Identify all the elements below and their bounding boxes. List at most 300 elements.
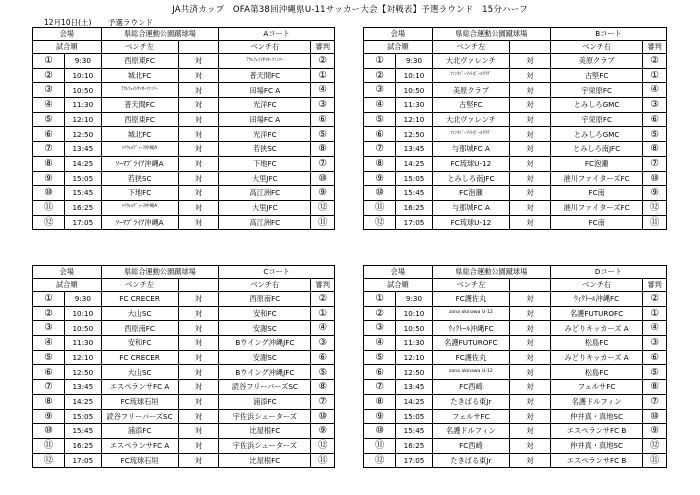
vs-mark: 対 — [510, 171, 551, 186]
kickoff-time: 9:30 — [65, 292, 101, 307]
bench-left-team: 大山SC — [101, 365, 178, 380]
table-row — [33, 365, 335, 380]
bench-left-team: たきばる東Jr — [432, 453, 509, 468]
court-b-table — [363, 27, 667, 230]
kickoff-time: 12:50 — [396, 127, 433, 142]
match-number: ③ — [33, 83, 65, 98]
referee-number: ⑤ — [311, 365, 335, 380]
bench-left-team: フェルサFC — [432, 409, 509, 424]
bench-right-team: 松島FC — [550, 336, 642, 351]
match-number: ④ — [33, 98, 65, 113]
match-number: ⑨ — [364, 171, 396, 186]
vs-mark: 対 — [510, 156, 551, 171]
referee-number: ⑩ — [311, 171, 335, 186]
bench-left-team: 普天間FC — [101, 98, 178, 113]
bench-left-team: 下地FC — [101, 186, 178, 201]
bench-left-team: 西原南FC — [101, 321, 178, 336]
referee-number: ④ — [643, 83, 667, 98]
match-number: ⑫ — [364, 453, 396, 468]
bench-left-team: FC琉球U-12 — [432, 156, 509, 171]
vs-mark: 対 — [510, 438, 551, 453]
referee-number: ⑧ — [643, 380, 667, 395]
bench-left-team: 浦添FC — [101, 424, 178, 439]
kickoff-time: 11:30 — [396, 98, 433, 113]
table-row — [364, 98, 667, 113]
referee-number: ⑧ — [311, 142, 335, 157]
match-number: ⑤ — [33, 112, 65, 127]
table-row — [33, 186, 335, 201]
kickoff-time: 10:10 — [396, 68, 433, 83]
bench-right-team: 松島FC — [550, 365, 642, 380]
table-row — [33, 350, 335, 365]
kickoff-time: 10:10 — [396, 306, 433, 321]
kickoff-time: 14:25 — [65, 394, 101, 409]
referee-number: ⑫ — [643, 438, 667, 453]
bench-left-team: ﾌｧﾝﾀｼﾞｰﾌｯﾄﾎﾞｰﾙｸﾗﾌﾞ — [432, 127, 509, 142]
vs-mark: 対 — [178, 424, 219, 439]
bench-left-team: 与那城FC A — [432, 200, 509, 215]
match-number: ⑪ — [33, 200, 65, 215]
table-row — [33, 424, 335, 439]
bench-right-team: 宇栄原FC — [550, 83, 642, 98]
table-row — [364, 350, 667, 365]
kickoff-time: 11:30 — [65, 336, 101, 351]
referee-number: ⑦ — [311, 394, 335, 409]
bench-right-team: ｱｸﾚﾌｪｲﾄｻｯｶｰﾌｧﾐﾘｰ — [219, 54, 311, 69]
kickoff-time: 9:30 — [65, 54, 101, 69]
match-number: ⑥ — [33, 127, 65, 142]
bench-right-team: とみしろGMC — [550, 98, 642, 113]
kickoff-time: 15:05 — [396, 409, 433, 424]
bench-right-team: 光洋FC — [219, 127, 311, 142]
bench-right-team: 田場FC A — [219, 83, 311, 98]
bench-left-team: ﾌｧﾝﾀｼﾞｰﾌｯﾄﾎﾞｰﾙｸﾗﾌﾞ — [432, 68, 509, 83]
bench-left-team: FC琉球U-12 — [432, 215, 509, 230]
match-number: ⑦ — [33, 142, 65, 157]
court-name: Dコート — [550, 266, 666, 279]
kickoff-time: 10:50 — [396, 321, 433, 336]
kickoff-time: 15:05 — [396, 171, 433, 186]
vs-mark: 対 — [510, 215, 551, 230]
referee-number: ⑫ — [643, 200, 667, 215]
vs-mark: 対 — [510, 98, 551, 113]
kickoff-time: 16:25 — [396, 200, 433, 215]
table-row — [364, 112, 667, 127]
bench-right-team: 普天間FC — [219, 68, 311, 83]
bench-right-header: ベンチ右 — [550, 41, 642, 54]
bench-right-team: 安和FC — [219, 306, 311, 321]
bench-left-team: FC護佐丸 — [432, 292, 509, 307]
match-number: ⑥ — [364, 127, 396, 142]
bench-left-team: 名護ドルフィン — [432, 424, 509, 439]
table-row — [33, 438, 335, 453]
match-number: ⑧ — [364, 394, 396, 409]
kickoff-time: 12:50 — [396, 365, 433, 380]
vs-header — [510, 41, 551, 54]
bench-right-team: FC泡瀬 — [550, 156, 642, 171]
bench-right-team: 仲井真・真地SC — [550, 409, 642, 424]
vs-mark: 対 — [510, 54, 551, 69]
match-number: ① — [33, 54, 65, 69]
match-number: ⑦ — [364, 142, 396, 157]
bench-right-team: 読谷フリーバーズSC — [219, 380, 311, 395]
table-row — [33, 394, 335, 409]
table-row — [33, 112, 335, 127]
table-row — [364, 171, 667, 186]
kickoff-time: 12:10 — [396, 112, 433, 127]
bench-left-team: 西原東FC — [101, 112, 178, 127]
bench-right-team: エスペランサFC B — [550, 453, 642, 468]
bench-left-team: 城北FC — [101, 68, 178, 83]
court-c-table — [32, 265, 335, 468]
bench-right-header: ベンチ右 — [219, 279, 311, 292]
referee-number: ③ — [311, 98, 335, 113]
vs-mark: 対 — [178, 321, 219, 336]
match-number: ⑫ — [364, 215, 396, 230]
bench-left-team: 与那城FC A — [432, 142, 509, 157]
kickoff-time: 14:25 — [396, 394, 433, 409]
table-row — [364, 292, 667, 307]
referee-number: ① — [311, 68, 335, 83]
referee-number: ④ — [311, 83, 335, 98]
table-row — [364, 68, 667, 83]
vs-mark: 対 — [178, 200, 219, 215]
referee-number: ③ — [643, 98, 667, 113]
table-row — [364, 83, 667, 98]
table-row — [33, 292, 335, 307]
bench-left-team: ｳｨｸﾄｰﾙ沖縄FC — [432, 321, 509, 336]
bench-right-team: 宇佐浜シューターズ — [219, 438, 311, 453]
bench-right-team: 比屋根FC — [219, 453, 311, 468]
match-number: ③ — [364, 321, 396, 336]
bench-left-team: zona okinawa U-12 — [432, 306, 509, 321]
match-number: ① — [33, 292, 65, 307]
match-number: ④ — [33, 336, 65, 351]
referee-header: 審判 — [643, 41, 667, 54]
match-number: ③ — [364, 83, 396, 98]
match-number: ⑪ — [33, 438, 65, 453]
match-number: ⑦ — [364, 380, 396, 395]
match-number: ⑤ — [33, 350, 65, 365]
match-number: ⑤ — [364, 350, 396, 365]
bench-right-team: FC南 — [550, 215, 642, 230]
referee-number: ⑪ — [311, 215, 335, 230]
court-d-table — [363, 265, 667, 468]
kickoff-time: 15:45 — [396, 424, 433, 439]
referee-number: ⑤ — [643, 127, 667, 142]
bench-left-team: 大北ヴァレンチ — [432, 54, 509, 69]
referee-header: 審判 — [311, 41, 335, 54]
vs-mark: 対 — [178, 292, 219, 307]
referee-number: ⑥ — [311, 350, 335, 365]
match-order-header: 試合順 — [364, 41, 433, 54]
bench-right-team: 比屋根FC — [219, 424, 311, 439]
kickoff-time: 12:10 — [65, 112, 101, 127]
kickoff-time: 10:50 — [65, 83, 101, 98]
vs-mark: 対 — [510, 380, 551, 395]
kickoff-time: 17:05 — [65, 215, 101, 230]
bench-right-header: ベンチ右 — [219, 41, 311, 54]
kickoff-time: 16:25 — [396, 438, 433, 453]
bench-left-team: 安和FC — [101, 336, 178, 351]
referee-number: ① — [311, 306, 335, 321]
vs-mark: 対 — [178, 438, 219, 453]
venue-name: 県総合運動公園蹴球場 — [432, 28, 550, 41]
bench-right-team: 高江洲FC — [219, 215, 311, 230]
match-number: ⑫ — [33, 453, 65, 468]
referee-number: ② — [311, 292, 335, 307]
vs-mark: 対 — [510, 336, 551, 351]
court-name: Cコート — [219, 266, 335, 279]
vs-header — [178, 41, 219, 54]
bench-left-team: FC西崎 — [432, 380, 509, 395]
court-name: Aコート — [219, 28, 335, 41]
match-number: ⑥ — [364, 365, 396, 380]
table-row — [33, 380, 335, 395]
table-row — [33, 409, 335, 424]
table-row — [33, 142, 335, 157]
table-row — [33, 127, 335, 142]
vs-mark: 対 — [510, 186, 551, 201]
bench-right-team: 高江洲FC — [219, 186, 311, 201]
vs-mark: 対 — [178, 306, 219, 321]
match-number: ⑧ — [33, 156, 65, 171]
kickoff-time: 11:30 — [65, 98, 101, 113]
match-number: ⑦ — [33, 380, 65, 395]
referee-number: ⑦ — [643, 394, 667, 409]
bench-right-team: 宇栄原FC — [550, 112, 642, 127]
table-row — [364, 54, 667, 69]
table-row — [364, 127, 667, 142]
kickoff-time: 16:25 — [65, 200, 101, 215]
referee-number: ⑩ — [643, 171, 667, 186]
kickoff-time: 13:45 — [65, 380, 101, 395]
referee-number: ⑩ — [311, 409, 335, 424]
referee-number: ⑤ — [311, 127, 335, 142]
vs-mark: 対 — [178, 365, 219, 380]
bench-right-team: 美原クラブ — [550, 54, 642, 69]
bench-left-team: ｱｸﾚﾌｪｲﾄｻｯｶｰﾌｧﾐﾘｰ — [101, 83, 178, 98]
vs-mark: 対 — [510, 68, 551, 83]
kickoff-time: 15:45 — [65, 186, 101, 201]
bench-left-team: zona okinawa U-12 — [432, 365, 509, 380]
kickoff-time: 16:25 — [65, 438, 101, 453]
kickoff-time: 10:10 — [65, 306, 101, 321]
vs-mark: 対 — [178, 409, 219, 424]
kickoff-time: 15:05 — [65, 171, 101, 186]
referee-number: ④ — [311, 321, 335, 336]
bench-right-team: 港川ファイターズFC — [550, 171, 642, 186]
bench-left-team: FC西崎 — [432, 438, 509, 453]
vs-mark: 対 — [178, 336, 219, 351]
bench-right-team: 大里JFC — [219, 171, 311, 186]
referee-number: ① — [643, 68, 667, 83]
bench-left-team: FC琉球石垣 — [101, 453, 178, 468]
referee-number: ⑨ — [311, 186, 335, 201]
bench-left-header: ベンチ左 — [101, 41, 178, 54]
bench-left-team: FC CRECER — [101, 292, 178, 307]
table-row — [364, 306, 667, 321]
vs-mark: 対 — [178, 394, 219, 409]
table-row — [33, 68, 335, 83]
bench-left-header: ベンチ左 — [432, 279, 509, 292]
bench-right-team: 名護FUTUROFC — [550, 306, 642, 321]
bench-left-header: ベンチ左 — [432, 41, 509, 54]
match-number: ⑪ — [364, 438, 396, 453]
date-label: 12月10日(土) — [44, 18, 92, 27]
vs-mark: 対 — [510, 365, 551, 380]
bench-left-team: FC CRECER — [101, 350, 178, 365]
bench-right-team: フェルサFC — [550, 380, 642, 395]
bench-right-team: 浦添FC — [219, 394, 311, 409]
kickoff-time: 15:05 — [65, 409, 101, 424]
table-row — [364, 142, 667, 157]
bench-right-team: Bウイング沖縄JFC — [219, 336, 311, 351]
table-row — [364, 394, 667, 409]
referee-header: 審判 — [311, 279, 335, 292]
table-row — [364, 453, 667, 468]
vs-mark: 対 — [510, 453, 551, 468]
kickoff-time: 12:50 — [65, 127, 101, 142]
kickoff-time: 13:45 — [396, 142, 433, 157]
kickoff-time: 13:45 — [65, 142, 101, 157]
bench-right-team: 名護ドルフィン — [550, 394, 642, 409]
referee-number: ② — [643, 292, 667, 307]
match-number: ⑩ — [33, 424, 65, 439]
referee-number: ⑪ — [311, 453, 335, 468]
match-number: ⑩ — [364, 424, 396, 439]
match-number: ⑨ — [33, 171, 65, 186]
table-row — [364, 438, 667, 453]
venue-label: 会場 — [33, 266, 102, 279]
referee-number: ⑥ — [643, 112, 667, 127]
kickoff-time: 10:10 — [65, 68, 101, 83]
match-number: ② — [33, 306, 65, 321]
bench-left-team: 若狭SC — [101, 171, 178, 186]
kickoff-time: 11:30 — [396, 336, 433, 351]
vs-mark: 対 — [510, 409, 551, 424]
referee-number: ⑥ — [643, 350, 667, 365]
bench-right-team: ｳｨｸﾄｰﾙ沖縄FC — [550, 292, 642, 307]
bench-left-team: 読谷フリーバーズSC — [101, 409, 178, 424]
referee-number: ② — [643, 54, 667, 69]
kickoff-time: 17:05 — [65, 453, 101, 468]
bench-right-team: 安謝SC — [219, 321, 311, 336]
bench-right-team: 宇佐浜シューターズ — [219, 409, 311, 424]
vs-mark: 対 — [510, 112, 551, 127]
match-number: ① — [364, 292, 396, 307]
kickoff-time: 10:50 — [65, 321, 101, 336]
table-row — [364, 424, 667, 439]
referee-number: ⑤ — [643, 365, 667, 380]
bench-right-team: 港川ファイターズFC — [550, 200, 642, 215]
table-row — [364, 321, 667, 336]
vs-mark: 対 — [510, 350, 551, 365]
kickoff-time: 15:45 — [396, 186, 433, 201]
venue-name: 県総合運動公園蹴球場 — [101, 28, 219, 41]
bench-right-team: 若狭SC — [219, 142, 311, 157]
vs-mark: 対 — [178, 142, 219, 157]
vs-mark: 対 — [178, 171, 219, 186]
referee-number: ④ — [643, 321, 667, 336]
venue-name: 県総合運動公園蹴球場 — [432, 266, 550, 279]
bench-left-team: 大北ヴァレンチ — [432, 112, 509, 127]
table-row — [33, 215, 335, 230]
bench-left-header: ベンチ左 — [101, 279, 178, 292]
bench-right-team: みどりキッカーズ A — [550, 350, 642, 365]
bench-left-team: エスペランサFC A — [101, 438, 178, 453]
referee-number: ③ — [643, 336, 667, 351]
match-number: ⑪ — [364, 200, 396, 215]
bench-left-team: 古堅FC — [432, 98, 509, 113]
table-row — [364, 365, 667, 380]
bench-left-team: エスペランサFC A — [101, 380, 178, 395]
referee-number: ⑧ — [311, 380, 335, 395]
table-row — [364, 200, 667, 215]
vs-header — [178, 279, 219, 292]
match-number: ② — [33, 68, 65, 83]
vs-mark: 対 — [510, 83, 551, 98]
table-row — [33, 306, 335, 321]
bench-right-team: 安謝SC — [219, 350, 311, 365]
vs-mark: 対 — [178, 83, 219, 98]
table-row — [364, 380, 667, 395]
bench-right-team: 下地FC — [219, 156, 311, 171]
match-number: ② — [364, 306, 396, 321]
match-number: ④ — [364, 336, 396, 351]
table-row — [33, 336, 335, 351]
bench-right-team: 西原南FC — [219, 292, 311, 307]
vs-mark: 対 — [510, 321, 551, 336]
bench-left-team: たきばる東Jr — [432, 394, 509, 409]
match-number: ② — [364, 68, 396, 83]
court-name: Bコート — [550, 28, 666, 41]
bench-left-team: ﾊﾘｳｪﾙﾃﾞｨｰﾗ沖縄A — [101, 200, 178, 215]
vs-mark: 対 — [178, 215, 219, 230]
bench-left-team: FC護佐丸 — [432, 350, 509, 365]
referee-number: ⑧ — [643, 142, 667, 157]
table-row — [33, 98, 335, 113]
vs-mark: 対 — [510, 306, 551, 321]
match-number: ⑨ — [33, 409, 65, 424]
table-row — [33, 200, 335, 215]
referee-number: ⑥ — [311, 112, 335, 127]
table-row — [364, 409, 667, 424]
bench-left-team: 名護FUTUROFC — [432, 336, 509, 351]
kickoff-time: 9:30 — [396, 54, 433, 69]
kickoff-time: 17:05 — [396, 215, 433, 230]
match-number: ⑧ — [364, 156, 396, 171]
bench-left-team: とみしろ南JFC — [432, 171, 509, 186]
referee-number: ③ — [311, 336, 335, 351]
bench-left-team: 大山SC — [101, 306, 178, 321]
table-row — [33, 156, 335, 171]
kickoff-time: 17:05 — [396, 453, 433, 468]
bench-right-header: ベンチ右 — [550, 279, 642, 292]
match-number: ⑧ — [33, 394, 65, 409]
match-number: ⑩ — [33, 186, 65, 201]
venue-label: 会場 — [364, 28, 433, 41]
bench-left-team: ﾊﾘｳｪﾙﾃﾞｨｰﾗ沖縄A — [101, 142, 178, 157]
bench-right-team: 田場FC A — [219, 112, 311, 127]
referee-number: ② — [311, 54, 335, 69]
referee-header: 審判 — [643, 279, 667, 292]
bench-right-team: 光洋FC — [219, 98, 311, 113]
match-number: ⑨ — [364, 409, 396, 424]
bench-left-team: FC琉球石垣 — [101, 394, 178, 409]
court-a-table — [32, 27, 335, 230]
kickoff-time: 9:30 — [396, 292, 433, 307]
